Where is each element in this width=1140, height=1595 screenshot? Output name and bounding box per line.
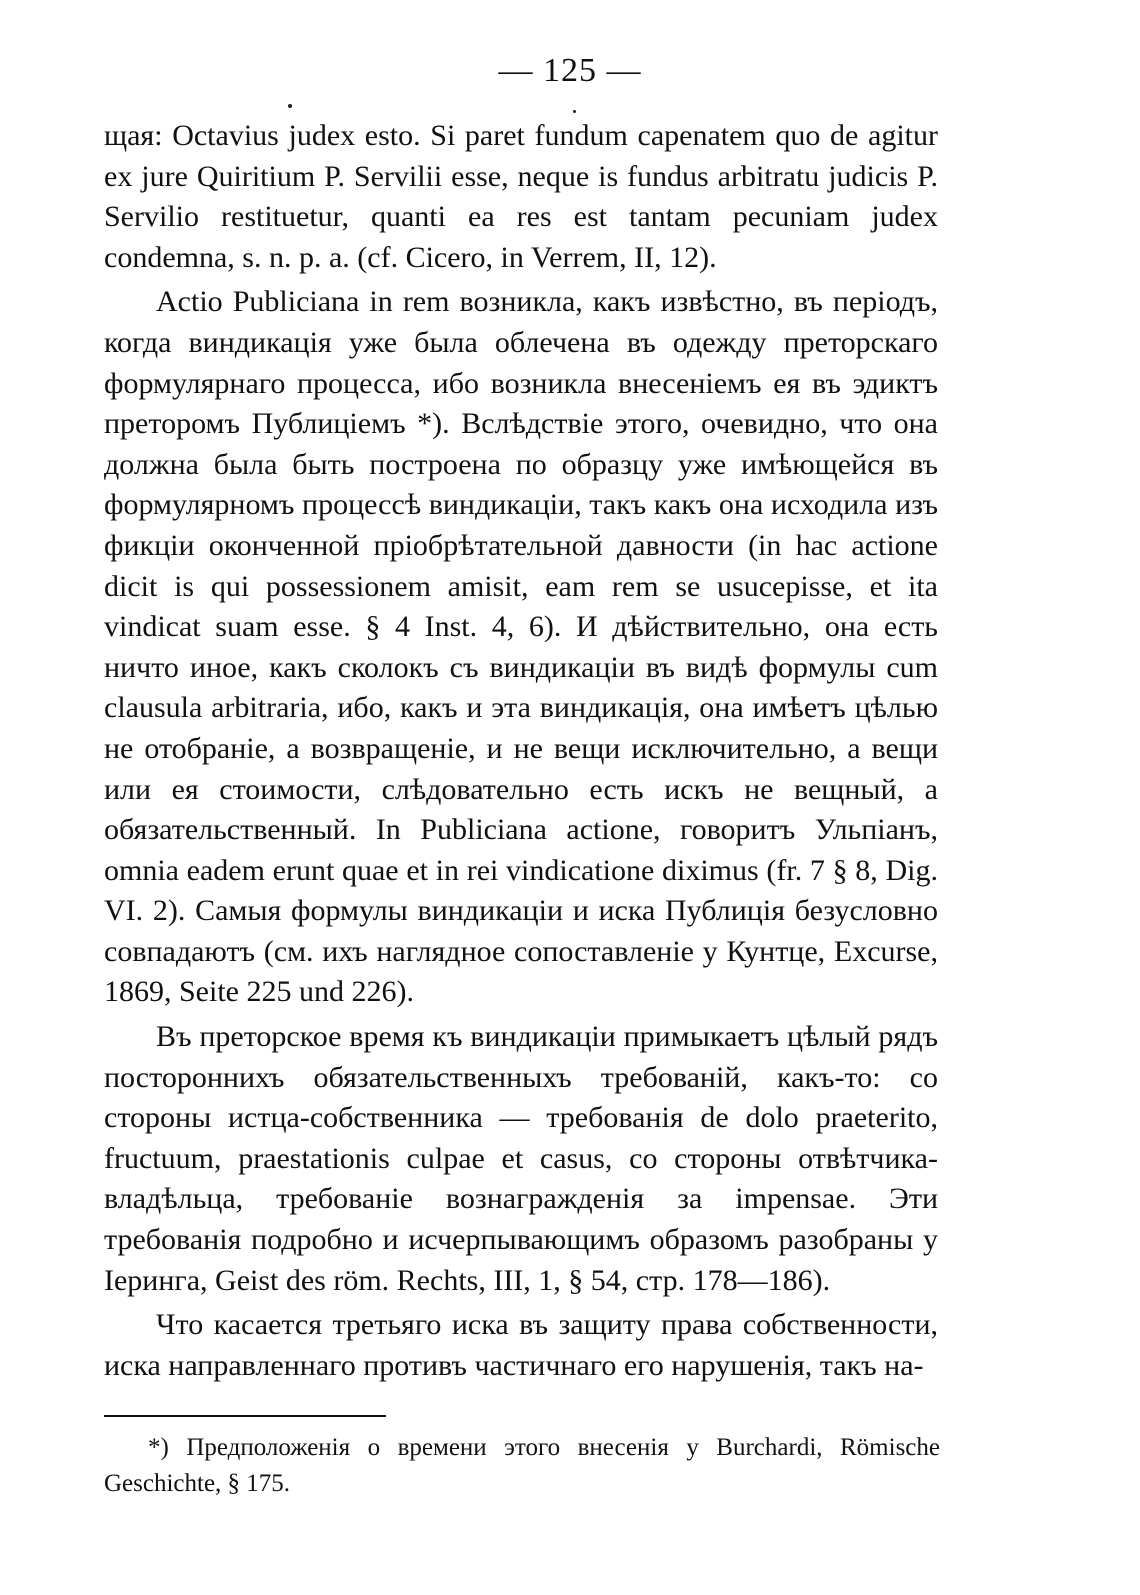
footnote-divider — [104, 1415, 386, 1417]
paragraph-praetorian-time: Въ преторское время къ виндикаціи примыкаетъ цѣлый рядъ постороннихъ обязательственныхъ требованій, какъ-то: со стороны истца-собственника — требованія de dolo praeterito, fructuum, praestationis culpae et casus, со стороны отвѣтчика-владѣльца, требованіе вознагражденія за impensae. Эти требованія подробно и исчерпывающимъ образомъ разобраны у Іеринга, Geist des röm. Rechts, III, 1, § 54, стр. 178—186). — [104, 1020, 938, 1297]
page-number: — 125 — — [498, 52, 642, 89]
main-text — [104, 116, 938, 1386]
paragraph-actio-publiciana: Actio Publiciana in rem возникла, какъ извѣстно, въ періодъ, когда виндикація уже была облечена въ одежду преторскаго формулярнаго процесса, ибо возникла внесеніемъ ея въ эдиктъ преторомъ Публиціемъ *). Вслѣдствіе этого, очевидно, что она должна была быть построена по образцу уже имѣющейся въ формулярномъ процессѣ виндикаціи, такъ какъ она исходила изъ фикціи оконченной пріобрѣтательной давности (in hac actione dicit is qui possessionem amisit, eam rem se usucepisse, et ita vindicat suam esse. § 4 Inst. 4, 6). И дѣйствительно, она есть ничто иное, какъ сколокъ съ виндикаціи въ видѣ формулы cum clausula arbitraria, ибо, какъ и эта виндикація, она имѣетъ цѣлью не отобраніе, а возвращеніе, и не вещи исключительно, а вещи или ея стоимости, слѣдовательно есть искъ не вещный, а обязательственный. In Publiciana actione, говоритъ Ульпіанъ, omnia eadem erunt quae et in rei vindicatione diximus (fr. 7 § 8, Dig. VI. 2). Самыя формулы виндикаціи и иска Публиція безусловно совпадаютъ (см. ихъ наглядное сопоставленіе у Кунтце, Excurse, 1869, Seite 225 und 226). — [104, 285, 938, 1009]
footnote-text: *) Предположенія о времени этого внесенія у Burchardi, Römische Geschichte, § 175. — [104, 1434, 940, 1497]
footnote — [104, 1430, 940, 1502]
paragraph-third-action: Что касается третьяго иска въ защиту права собственности, иска направленнаго противъ частичнаго его нарушенія, такъ на- — [104, 1308, 938, 1382]
print-speck — [288, 104, 292, 108]
paragraph-continuation: щая: Octavius judex esto. Si paret fundum capenatem quo de agitur ex jure Quiritium P. Servilii esse, neque is fundus arbitratu judicis P. Servilio restituetur, quanti ea res est tantam pecuniam judex condemna, s. n. p. a. (cf. Cicero, in Verrem, II, 12). — [104, 119, 938, 274]
print-speck — [573, 110, 576, 113]
